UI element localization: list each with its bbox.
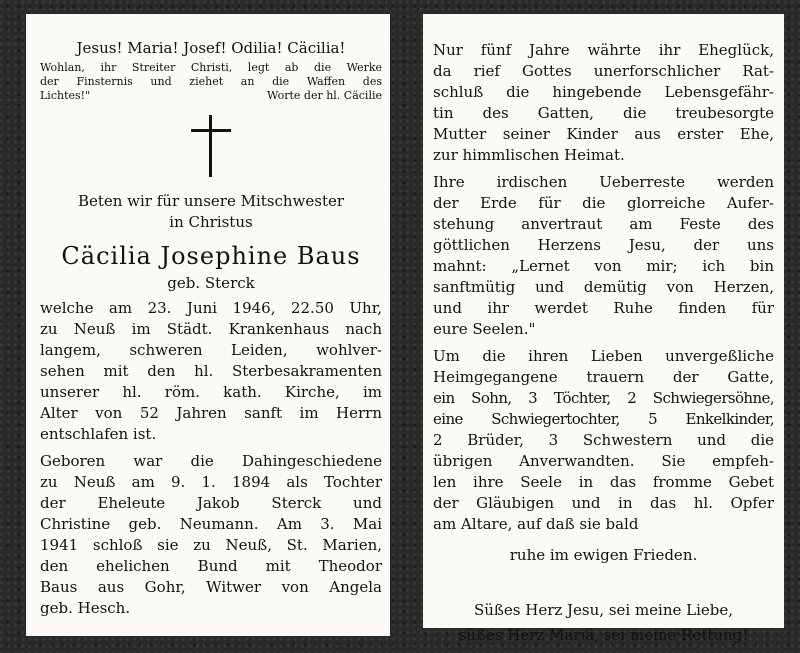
mourners-paragraph [433,346,774,535]
text-line: der Erde für die glorreiche Aufer- [433,194,774,212]
text-line: eine Schwiegertochter, 5 Enkelkinder, [433,410,774,428]
quote [40,61,382,103]
closing-line: süßes Herz Mariä, sei meine Rettung! [458,626,749,644]
burial-paragraph [433,172,774,340]
prayer-line: Beten wir für unsere Mitschwester [77,192,345,210]
quote-line: Lichtes!" [40,89,91,102]
text-line: 1941 schloß sie zu Neuß, St. Marien, [40,536,382,554]
text-line: sehen mit den hl. Sterbesakramenten [40,362,382,380]
text-line: entschlafen ist. [40,425,157,443]
quote-last-row [40,89,382,103]
text-line: Christine geb. Neumann. Am 3. Mai [40,515,382,533]
text-line: Um die ihren Lieben unvergeßliche [433,347,774,365]
right-card-page [423,14,784,644]
quote-line: Wohlan, ihr Streiter Christi, legt ab die Werke [40,61,382,74]
text-line: eure Seelen." [433,320,536,338]
text-line: tin des Gatten, die treubesorgte [433,104,774,122]
text-line: zu Neuß am 9. 1. 1894 als Tochter [40,473,382,491]
text-line: der Gläubigen und in das hl. Opfer [433,494,774,512]
closing-line: Süßes Herz Jesu, sei meine Liebe, [473,601,734,619]
marriage-paragraph [433,40,774,166]
closing-prayer [433,600,774,646]
invocation: Jesus! Maria! Josef! Odilia! Cäcilia! [76,39,346,57]
text-line: unserer hl. röm. kath. Kirche, im [40,383,382,401]
text-line: übrigen Anverwandten. Sie empfeh- [433,452,774,470]
text-line: langem, schweren Leiden, wohlver- [40,341,382,359]
text-line: sanftmütig und demütig von Herzen, [433,278,774,296]
rest-line: ruhe im ewigen Frieden. [509,546,698,564]
deceased-name: Cäcilia Josephine Baus [61,242,361,270]
text-line: der Eheleute Jakob Sterck und [40,494,382,512]
text-line: Geboren war die Dahingeschiedene [40,452,382,470]
text-line: stehung anvertraut am Feste des [433,215,774,233]
quote-line: der Finsternis und ziehet an die Waffen des [40,75,382,88]
text-line: 2 Brüder, 3 Schwestern und die [433,431,774,449]
cross-icon [191,115,231,177]
text-line: Alter von 52 Jahren sanft im Herrn [40,404,382,422]
text-line: am Altare, auf daß sie bald [433,515,639,533]
text-line: und ihr werdet Ruhe finden für [433,299,774,317]
text-line: zur himmlischen Heimat. [433,146,625,164]
maiden-name: geb. Sterck [167,274,255,292]
text-line: Baus aus Gohr, Witwer von Angela [40,578,382,596]
text-line: göttlichen Herzens Jesu, der uns [433,236,774,254]
text-line: schluß die hingebende Lebensgefähr- [433,83,774,101]
birth-paragraph [40,451,382,619]
text-line: welche am 23. Juni 1946, 22.50 Uhr, [40,299,382,317]
text-line: geb. Hesch. [40,599,131,617]
text-line: den ehelichen Bund mit Theodor [40,557,382,575]
text-line: da rief Gottes unerforschlicher Rat- [433,62,774,80]
text-line: Heimgegangene trauern der Gatte, [433,368,774,386]
text-line: mahnt: „Lernet von mir; ich bin [433,257,774,275]
text-line: len ihre Seele in das fromme Gebet [433,473,774,491]
text-line: Ihre irdischen Ueberreste werden [433,173,774,191]
quote-attribution: Worte der hl. Cäcilie [267,89,382,102]
death-paragraph [40,298,382,445]
left-card-page [26,14,390,636]
prayer-line: in Christus [169,213,253,231]
text-line: Mutter seiner Kinder aus erster Ehe, [433,125,774,143]
text-line: Nur fünf Jahre währte ihr Eheglück, [433,41,774,59]
text-line: zu Neuß im Städt. Krankenhaus nach [40,320,382,338]
text-line: ein Sohn, 3 Töchter, 2 Schwiegersöhne, [433,389,774,407]
